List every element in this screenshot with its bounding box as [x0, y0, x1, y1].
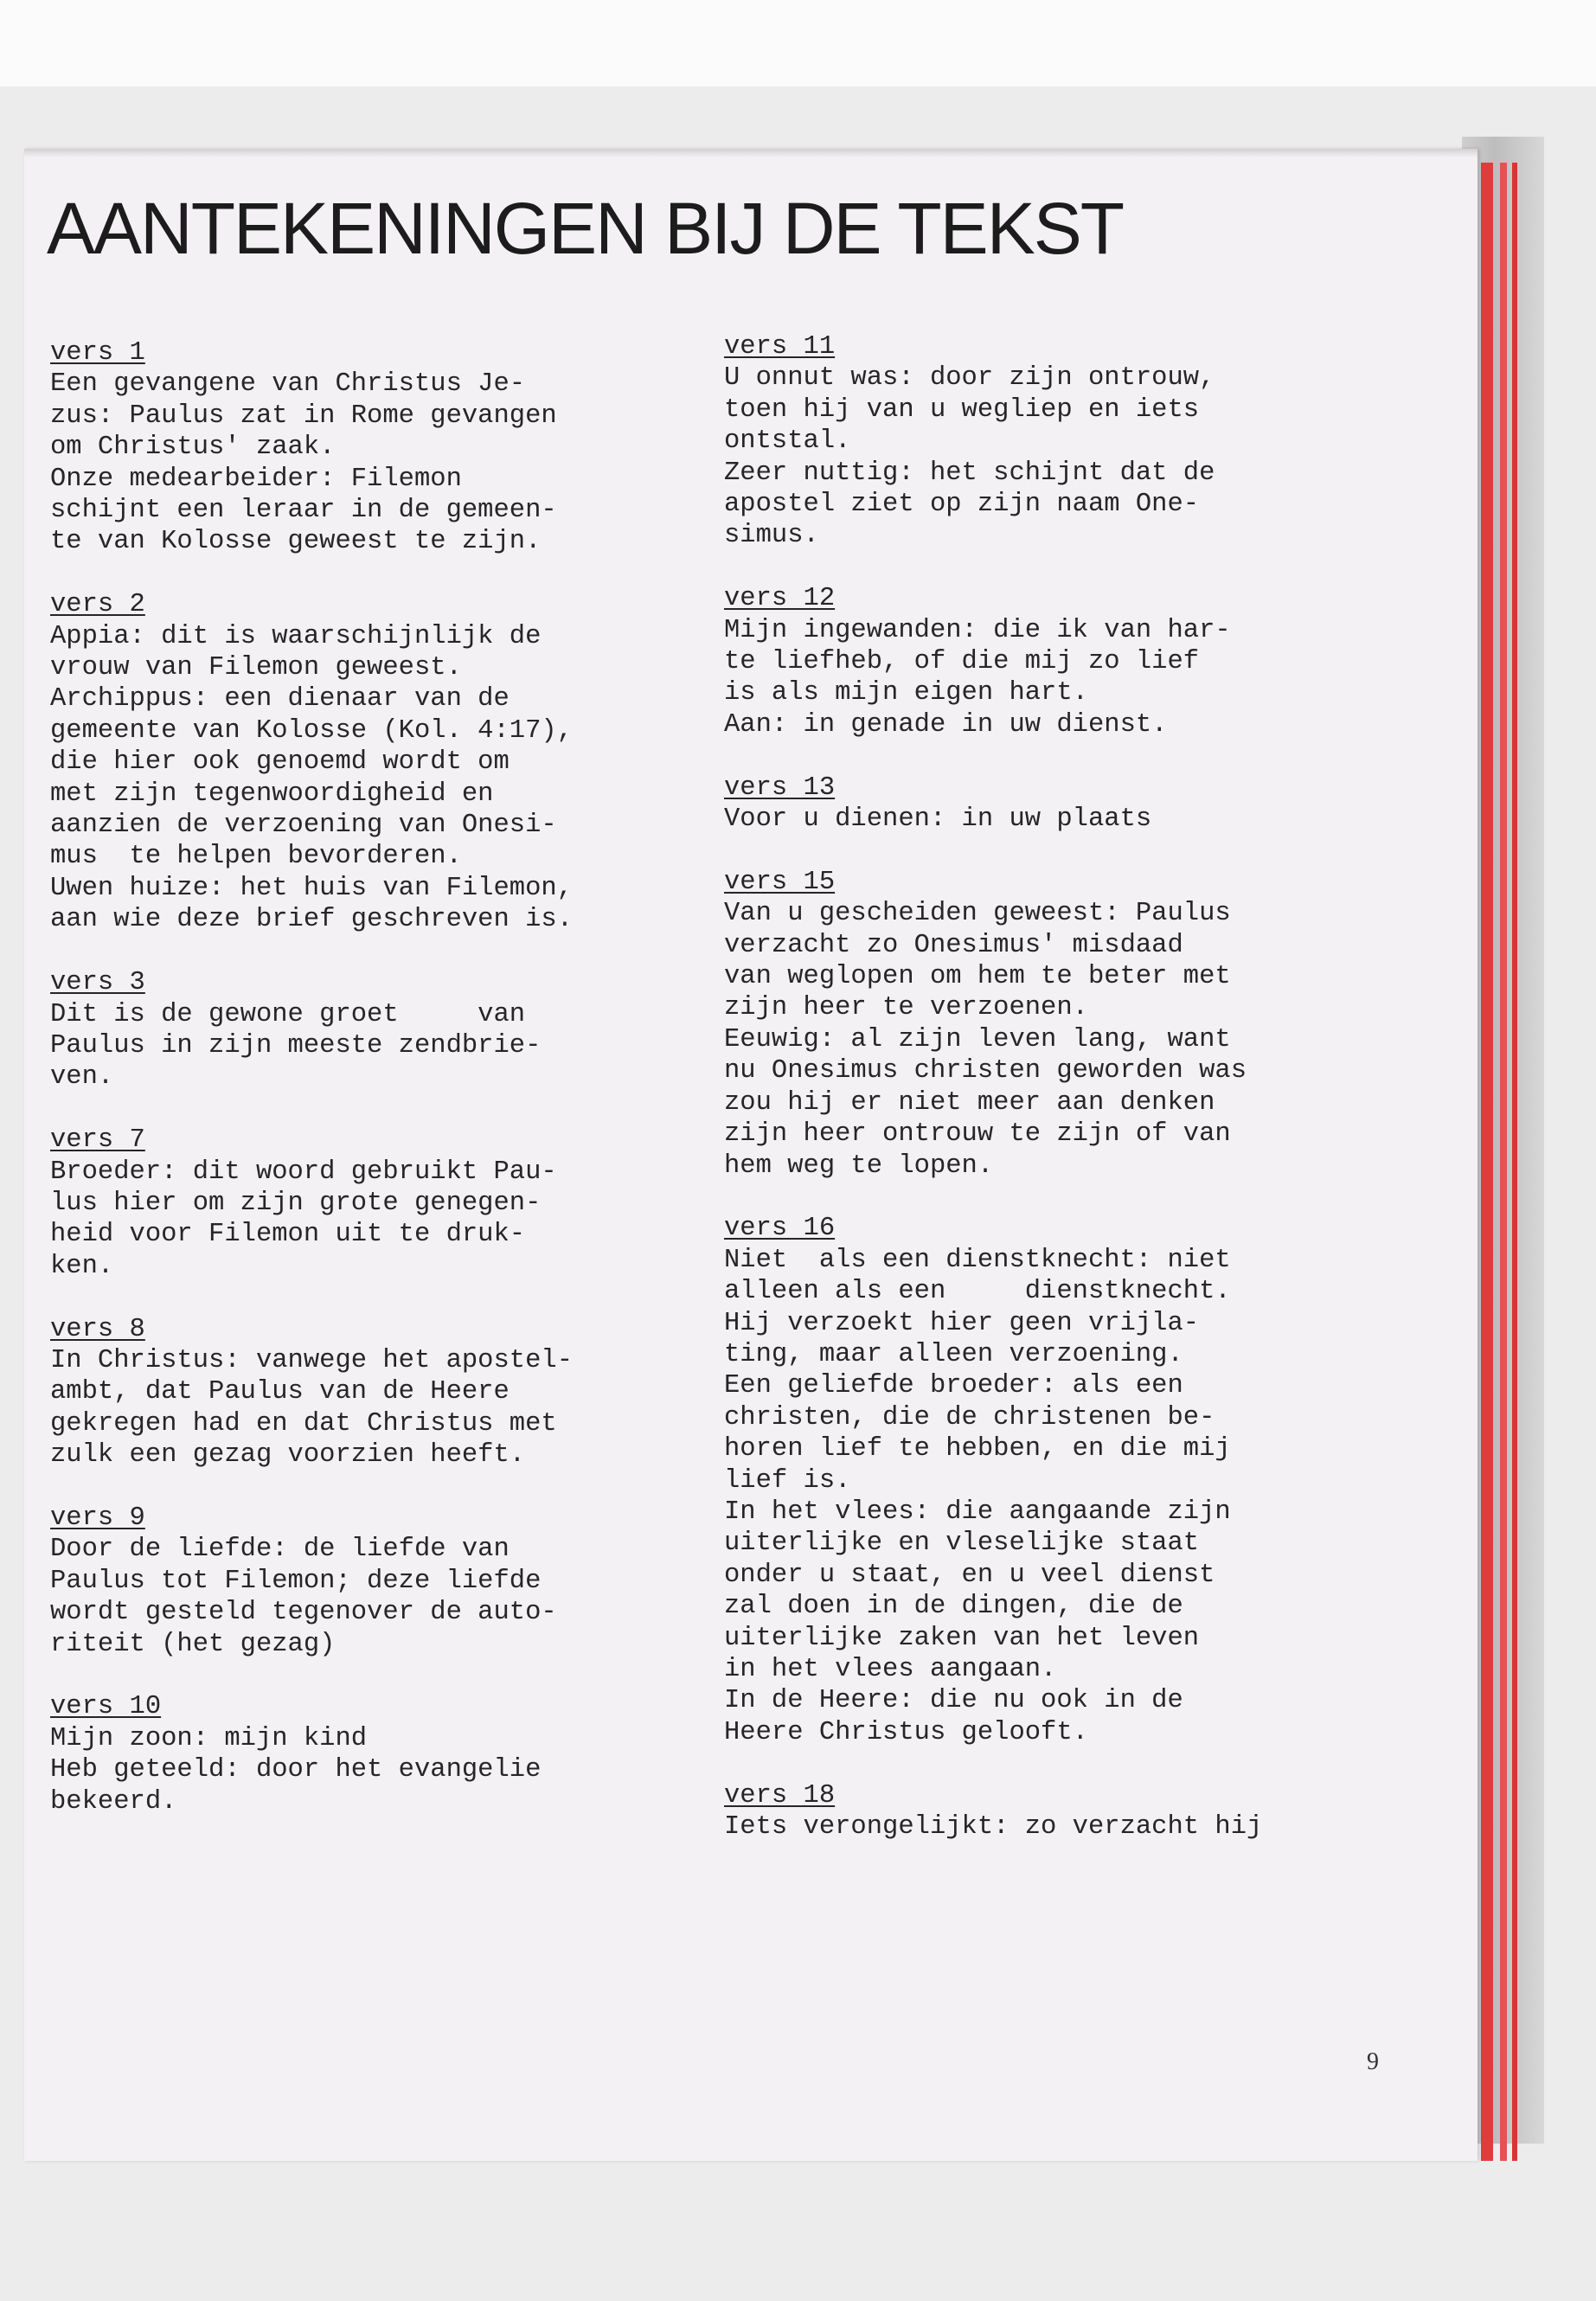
note-text-line: zijn heer ontrouw te zijn of van	[724, 1119, 1231, 1150]
right-column	[724, 331, 1442, 1875]
note-text-line: Paulus tot Filemon; deze liefde	[50, 1566, 542, 1596]
note-text-line: heid voor Filemon uit te druk-	[50, 1220, 526, 1250]
note-text-line: Archippus: een dienaar van de	[50, 684, 510, 715]
note-text-line: horen lief te hebben, en die mij	[724, 1434, 1231, 1465]
note-text-line: Heere Christus gelooft.	[724, 1717, 1088, 1747]
note-text-line: om Christus' zaak.	[50, 433, 336, 463]
note-text-line: Iets verongelijkt: zo verzacht hij	[724, 1812, 1263, 1843]
note-text-line: zus: Paulus zat in Rome gevangen	[50, 401, 557, 431]
verse-heading: vers 12	[724, 584, 836, 614]
note-text-line: ting, maar alleen verzoening.	[724, 1339, 1183, 1369]
page-title: AANTEKENINGEN BIJ DE TEKST	[47, 188, 1124, 269]
verse-note	[724, 772, 1442, 836]
note-text-line: vrouw van Filemon geweest.	[50, 653, 462, 683]
note-text-line: uiterlijke en vleselijke staat	[724, 1529, 1200, 1559]
verse-heading: vers 9	[50, 1503, 145, 1533]
note-text-line: van weglopen om hem te beter met	[724, 962, 1231, 992]
note-text-line: zulk een gezag voorzien heeft.	[50, 1440, 526, 1471]
note-text-line: aanzien de verzoening van Onesi-	[50, 811, 557, 841]
verse-heading: vers 18	[724, 1780, 836, 1811]
note-text-line: Niet als een dienstknecht: niet	[724, 1245, 1231, 1275]
note-text-line: ven.	[50, 1062, 114, 1093]
note-text-line: uiterlijke zaken van het leven	[724, 1623, 1200, 1653]
page-number: 9	[1367, 2048, 1379, 2075]
note-text-line: Eeuwig: al zijn leven lang, want	[724, 1024, 1231, 1054]
note-text-line: Voor u dienen: in uw plaats	[724, 804, 1152, 835]
verse-note	[50, 967, 734, 1093]
verse-heading: vers 8	[50, 1314, 145, 1344]
note-text-line: Dit is de gewone groet van	[50, 999, 526, 1029]
note-text-line: Een gevangene van Christus Je-	[50, 369, 526, 400]
note-text-line: Hij verzoekt hier geen vrijla-	[724, 1308, 1200, 1338]
note-text-line: In de Heere: die nu ook in de	[724, 1686, 1183, 1716]
note-text-line: Mijn zoon: mijn kind	[50, 1723, 368, 1753]
note-text-line: lief is.	[724, 1465, 851, 1496]
note-text-line: Een geliefde broeder: als een	[724, 1371, 1183, 1401]
note-text-line: Mijn ingewanden: die ik van har-	[724, 615, 1231, 645]
note-text-line: Heb geteeld: door het evangelie	[50, 1755, 542, 1785]
note-text-line: te van Kolosse geweest te zijn.	[50, 527, 542, 557]
verse-note	[724, 867, 1442, 1182]
verse-heading: vers 3	[50, 968, 145, 998]
note-text-line: U onnut was: door zijn ontrouw,	[724, 363, 1215, 394]
note-text-line: In het vlees: die aangaande zijn	[724, 1497, 1231, 1527]
verse-heading: vers 7	[50, 1125, 145, 1156]
note-text-line: Broeder: dit woord gebruikt Pau-	[50, 1157, 557, 1187]
note-text-line: apostel ziet op zijn naam One-	[724, 490, 1200, 520]
note-text-line: met zijn tegenwoordigheid en	[50, 779, 494, 809]
scan-top-margin	[0, 0, 1596, 87]
verse-heading: vers 10	[50, 1692, 162, 1722]
note-text-line: ken.	[50, 1251, 114, 1281]
note-text-line: alleen als een dienstknecht.	[724, 1277, 1231, 1307]
verse-heading: vers 13	[724, 772, 836, 803]
verse-heading: vers 15	[724, 867, 836, 897]
note-text-line: toen hij van u wegliep en iets	[724, 394, 1200, 425]
verse-heading: vers 2	[50, 590, 145, 620]
verse-heading: vers 1	[50, 338, 145, 368]
note-text-line: ontstal.	[724, 426, 851, 457]
note-text-line: Aan: in genade in uw dienst.	[724, 709, 1168, 740]
verse-note	[724, 1213, 1442, 1748]
verse-note	[50, 337, 734, 558]
note-text-line: hem weg te lopen.	[724, 1150, 994, 1181]
verse-note	[50, 1691, 734, 1817]
note-text-line: onder u staat, en u veel dienst	[724, 1560, 1215, 1590]
note-text-line: In Christus: vanwege het apostel-	[50, 1345, 573, 1375]
note-text-line: aan wie deze brief geschreven is.	[50, 905, 573, 935]
note-text-line: gemeente van Kolosse (Kol. 4:17),	[50, 715, 573, 746]
note-text-line: verzacht zo Onesimus' misdaad	[724, 930, 1183, 960]
note-text-line: christen, die de christenen be-	[724, 1402, 1215, 1433]
verse-note	[724, 583, 1442, 740]
note-text-line: zijn heer te verzoenen.	[724, 993, 1088, 1023]
note-text-line: ambt, dat Paulus van de Heere	[50, 1377, 510, 1407]
note-text-line: schijnt een leraar in de gemeen-	[50, 496, 557, 526]
note-text-line: bekeerd.	[50, 1786, 177, 1817]
verse-heading: vers 16	[724, 1214, 836, 1244]
note-text-line: Appia: dit is waarschijnlijk de	[50, 621, 542, 651]
verse-note	[50, 1125, 734, 1282]
verse-heading: vers 11	[724, 332, 836, 362]
verse-note	[50, 1503, 734, 1660]
note-text-line: zal doen in de dingen, die de	[724, 1592, 1183, 1622]
note-text-line: wordt gesteld tegenover de auto-	[50, 1598, 557, 1628]
note-text-line: te liefheb, of die mij zo lief	[724, 647, 1200, 677]
note-text-line: die hier ook genoemd wordt om	[50, 747, 510, 778]
note-text-line: mus te helpen bevorderen.	[50, 842, 462, 872]
red-page-edge	[1512, 163, 1517, 2161]
note-text-line: zou hij er niet meer aan denken	[724, 1087, 1215, 1118]
note-text-line: simus.	[724, 521, 819, 551]
note-text-line: in het vlees aangaan.	[724, 1655, 1057, 1684]
note-text-line: Onze medearbeider: Filemon	[50, 464, 462, 494]
verse-note	[724, 1780, 1442, 1843]
note-text-line: riteit (het gezag)	[50, 1629, 336, 1659]
verse-note	[50, 1314, 734, 1471]
note-text-line: lus hier om zijn grote genegen-	[50, 1188, 542, 1218]
note-text-line: Paulus in zijn meeste zendbrie-	[50, 1030, 542, 1061]
note-text-line: Uwen huize: het huis van Filemon,	[50, 873, 573, 903]
note-text-line: gekregen had en dat Christus met	[50, 1408, 557, 1439]
verse-note	[724, 331, 1442, 552]
left-column	[50, 337, 734, 1849]
note-text-line: nu Onesimus christen geworden was	[724, 1056, 1247, 1086]
note-text-line: Zeer nuttig: het schijnt dat de	[724, 458, 1215, 488]
verse-note	[50, 589, 734, 935]
red-page-edge	[1500, 163, 1507, 2161]
note-text-line: Van u gescheiden geweest: Paulus	[724, 899, 1231, 929]
red-page-edge	[1481, 163, 1493, 2161]
note-text-line: Door de liefde: de liefde van	[50, 1535, 510, 1565]
note-text-line: is als mijn eigen hart.	[724, 678, 1088, 708]
